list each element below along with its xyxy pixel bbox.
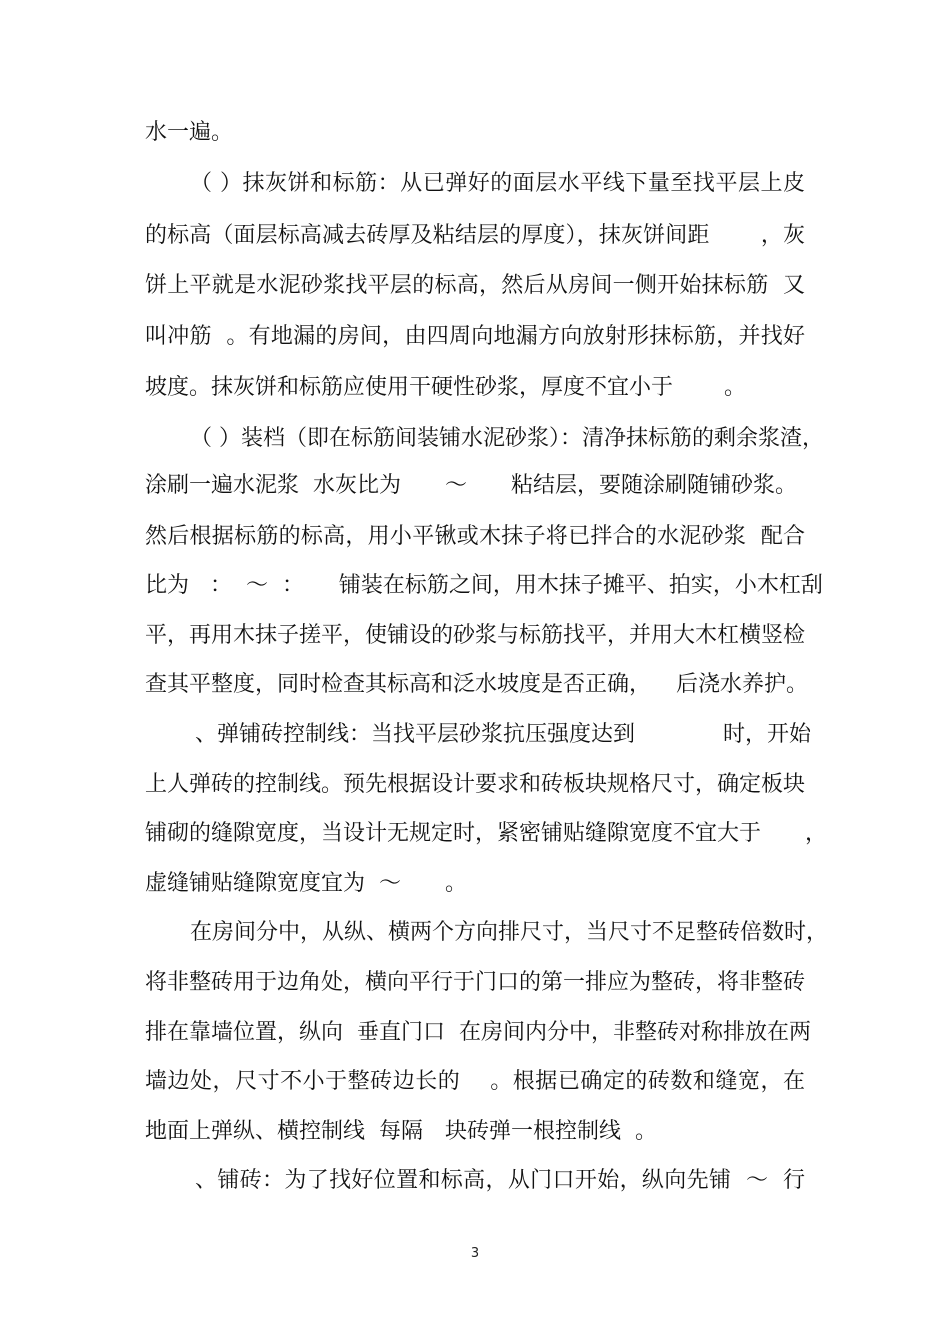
text-line: 排在靠墙位置，纵向 垂直门口 在房间内分中，非整砖对称排放在两 — [145, 1020, 811, 1045]
text-line: 将非整砖用于边角处，横向平行于门口的第一排应为整砖，将非整砖 — [145, 970, 806, 995]
text-line: 查其平整度，同时检查其标高和泛水坡度是否正确， 后浇水养护。 — [145, 672, 808, 697]
text-line: 虚缝铺贴缝隙宽度宜为 ～ 。 — [145, 871, 467, 896]
text-line: 比为 ： ～ ： 铺装在标筋之间，用木抹子摊平、拍实，小木杠刮 — [145, 573, 823, 598]
text-line: 在房间分中，从纵、横两个方向排尺寸，当尺寸不足整砖倍数时， — [190, 920, 829, 945]
text-line: 饼上平就是水泥砂浆找平层的标高，然后从房间一侧开始抹标筋 又 — [145, 273, 805, 298]
text-line: （ ）抹灰饼和标筋：从已弹好的面层水平线下量至找平层上皮 — [190, 171, 805, 196]
text-line: （ ）装档（即在标筋间装铺水泥砂浆）：清净抹标筋的剩余浆渣， — [190, 426, 824, 451]
text-line: 墙边处，尺寸不小于整砖边长的 。根据已确定的砖数和缝宽，在 — [145, 1069, 805, 1094]
page-number: 3 — [470, 1246, 480, 1261]
text-line: 水一遍。 — [145, 120, 234, 145]
text-line: 地面上弹纵、横控制线 每隔 块砖弹一根控制线 。 — [145, 1119, 657, 1144]
text-line: 铺砌的缝隙宽度，当设计无规定时，紧密铺贴缝隙宽度不宜大于 ， — [145, 821, 828, 846]
text-line: 平，再用木抹子搓平，使铺设的砂浆与标筋找平，并用大木杠横竖检 — [145, 623, 806, 648]
text-line: 坡度。抹灰饼和标筋应使用干硬性砂浆，厚度不宜小于 。 — [145, 375, 746, 400]
text-line: 涂刷一遍水泥浆 水灰比为 ～ 粘结层，要随涂刷随铺砂浆。 — [145, 473, 797, 498]
text-line: 的标高（面层标高减去砖厚及粘结层的厚度），抹灰饼间距 ，灰 — [145, 223, 805, 248]
text-line: 、弹铺砖控制线：当找平层砂浆抗压强度达到 时，开始 — [195, 722, 812, 747]
text-line: 然后根据标筋的标高，用小平锹或木抹子将已拌合的水泥砂浆 配合 — [145, 524, 805, 549]
text-line: 、铺砖：为了找好位置和标高，从门口开始，纵向先铺 ～ 行 — [195, 1168, 805, 1193]
text-line: 叫冲筋 。有地漏的房间，由四周向地漏方向放射形抹标筋，并找好 — [145, 324, 805, 349]
text-line: 上人弹砖的控制线。预先根据设计要求和砖板块规格尺寸，确定板块 — [145, 772, 806, 797]
